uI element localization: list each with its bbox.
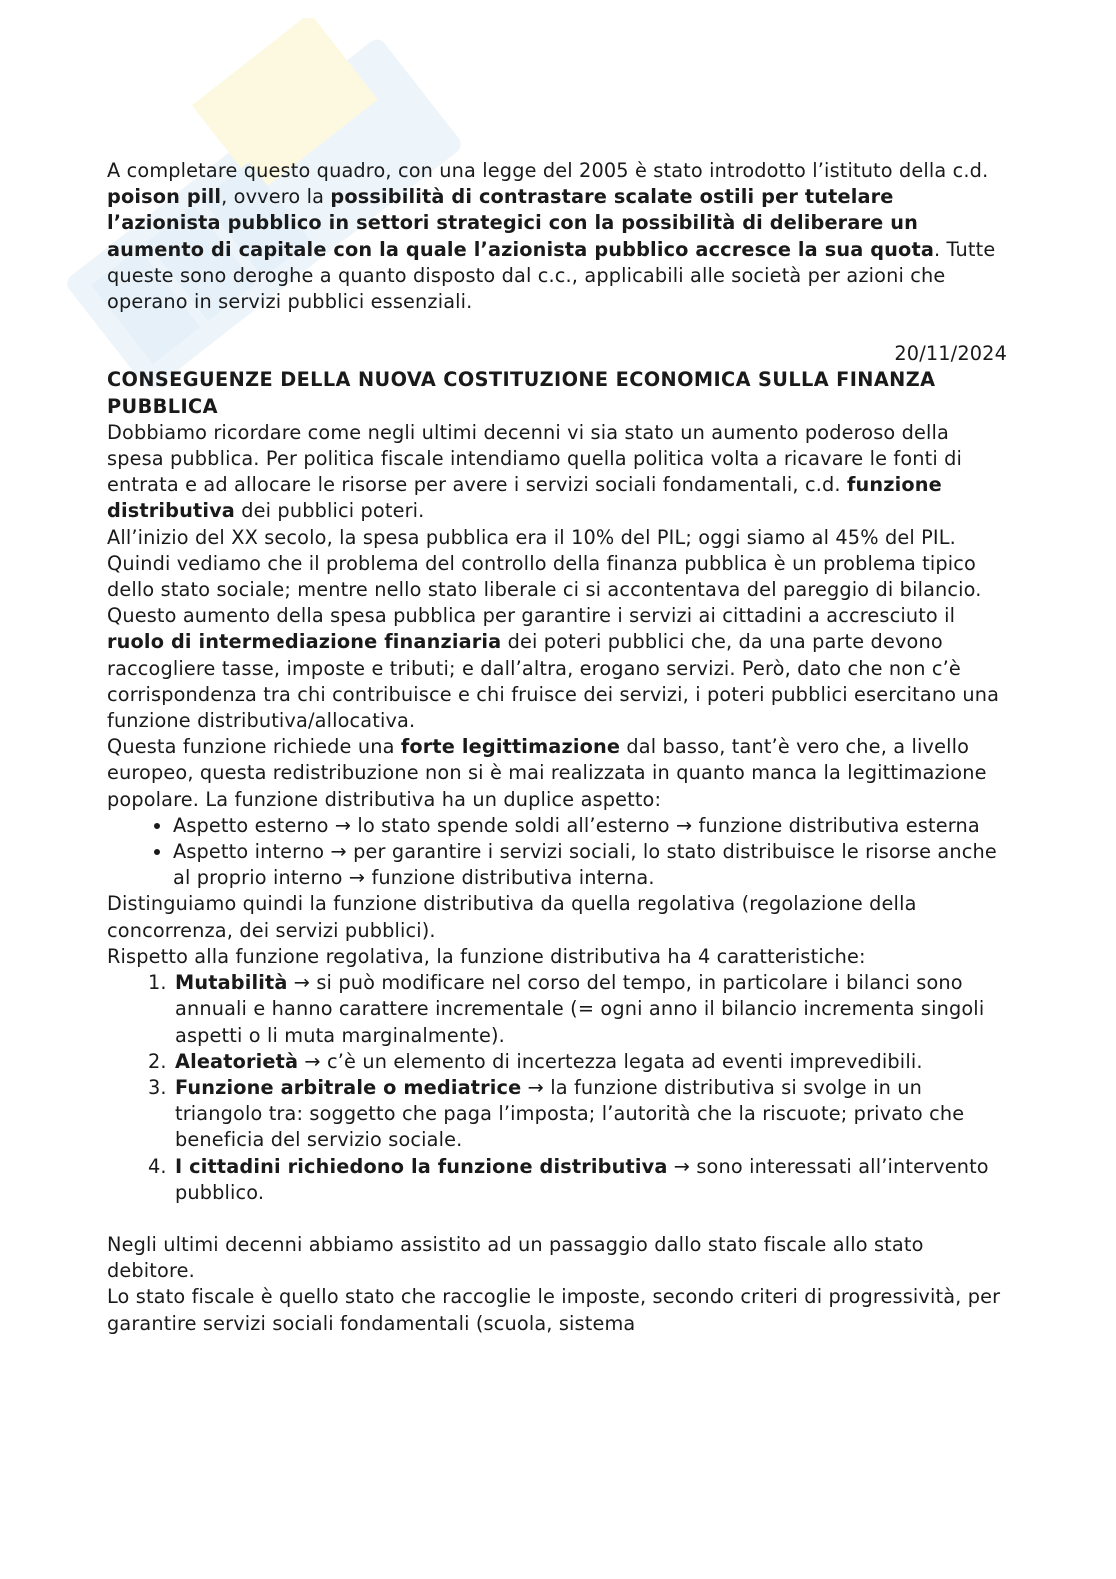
paragraph-intermediazione: Questo aumento della spesa pubblica per garantire i servizi ai cittadini a accresciuto il ruolo di intermediazione finanziaria dei poteri pubblici che, da una parte devono raccogliere tasse, imposte e tributi; e dall’altra, erogano servizi. Però, dato che non c’è corrispondenza tra chi contribuisce e chi fruisce dei servizi, i poteri pubblici esercitano una funzione distributiva/allocativa.: [107, 604, 1000, 733]
document-page: [107, 158, 1007, 1337]
poison-pill-definition: possibilità di contrastare scalate ostili per tutelare l’azionista pubblico in settori strategici con la possibilità di deliberare un aumento di capitale con la quale l’azionista pubblico accresce la sua quota: [107, 185, 934, 261]
paragraph-spesa-pubblica: Dobbiamo ricordare come negli ultimi decenni vi sia stato un aumento poderoso della spesa pubblica. Per politica fiscale intendiamo quella politica volta a ricavare le fonti di entrata e ad allocare le risorse per avere i servizi sociali fondamentali, c.d. funzione distributiva dei pubblici poteri.: [107, 420, 963, 523]
paragraph-caratteristiche: Rispetto alla funzione regolativa, la funzione distributiva ha 4 caratteristiche:: [107, 944, 866, 968]
section-heading: CONSEGUENZE DELLA NUOVA COSTITUZIONE ECONOMICA SULLA FINANZA PUBBLICA: [107, 368, 936, 418]
aspects-bullet-list: [107, 813, 1007, 892]
paragraph-pil: All’inizio del XX secolo, la spesa pubblica era il 10% del PIL; oggi siamo al 45% del PIL. Quindi vediamo che il problema del controllo della finanza pubblica è un problema tipico dello stato sociale; mentre nello stato liberale ci si accontentava del pareggio di bilancio.: [107, 525, 982, 602]
lecture-date: 20/11/2024: [894, 342, 1007, 366]
list-item-aspetto-esterno: • Aspetto esterno → lo stato spende soldi all’esterno → funzione distributiva esterna: [173, 813, 1007, 839]
list-item-aleatorieta: 2. Aleatorietà → c’è un elemento di incertezza legata ad eventi imprevedibili.: [173, 1049, 1007, 1075]
features-numbered-list: [107, 970, 1007, 1206]
intro-paragraph: A completare questo quadro, con una legge del 2005 è stato introdotto l’istituto della c.d. poison pill, ovvero la possibilità di contrastare scalate ostili per tutelare l’azionista pubblico in settori strategici con la possibilità di deliberare un aumento di capitale con la quale l’azionista pubblico accresce la sua quota. Tutte queste sono deroghe a quanto disposto dal c.c., applicabili alle società per azioni che operano in servizi pubblici essenziali.: [107, 159, 996, 314]
paragraph-stato-fiscale: Lo stato fiscale è quello stato che raccoglie le imposte, secondo criteri di progressività, per garantire servizi sociali fondamentali (scuola, sistema: [107, 1285, 1001, 1335]
paragraph-regolativa: Distinguiamo quindi la funzione distributiva da quella regolativa (regolazione della concorrenza, dei servizi pubblici).: [107, 892, 917, 942]
list-item-mutabilita: 1. Mutabilità → si può modificare nel corso del tempo, in particolare i bilanci sono annuali e hanno carattere incrementale (= ogni anno il bilancio incrementa singoli aspetti o li muta marginalmente).: [173, 970, 1007, 1049]
list-item-aspetto-interno: • Aspetto interno → per garantire i servizi sociali, lo stato distribuisce le risorse anche al proprio interno → funzione distributiva interna.: [173, 839, 1007, 891]
list-item-funzione-arbitrale: 3. Funzione arbitrale o mediatrice → la funzione distributiva si svolge in un triangolo tra: soggetto che paga l’imposta; l’autorità che la riscuote; privato che beneficia del servizio sociale.: [173, 1075, 1007, 1154]
poison-pill-term: poison pill: [107, 185, 222, 209]
paragraph-legittimazione: Questa funzione richiede una forte legittimazione dal basso, tant’è vero che, a livello europeo, questa redistribuzione non si è mai realizzata in quanto manca la legittimazione popolare. La funzione distributiva ha un duplice aspetto:: [107, 735, 987, 811]
list-item-cittadini: 4. I cittadini richiedono la funzione distributiva → sono interessati all’intervento pubblico.: [173, 1154, 1007, 1206]
paragraph-stato-debitore: Negli ultimi decenni abbiamo assistito ad un passaggio dallo stato fiscale allo stato debitore.: [107, 1232, 924, 1283]
